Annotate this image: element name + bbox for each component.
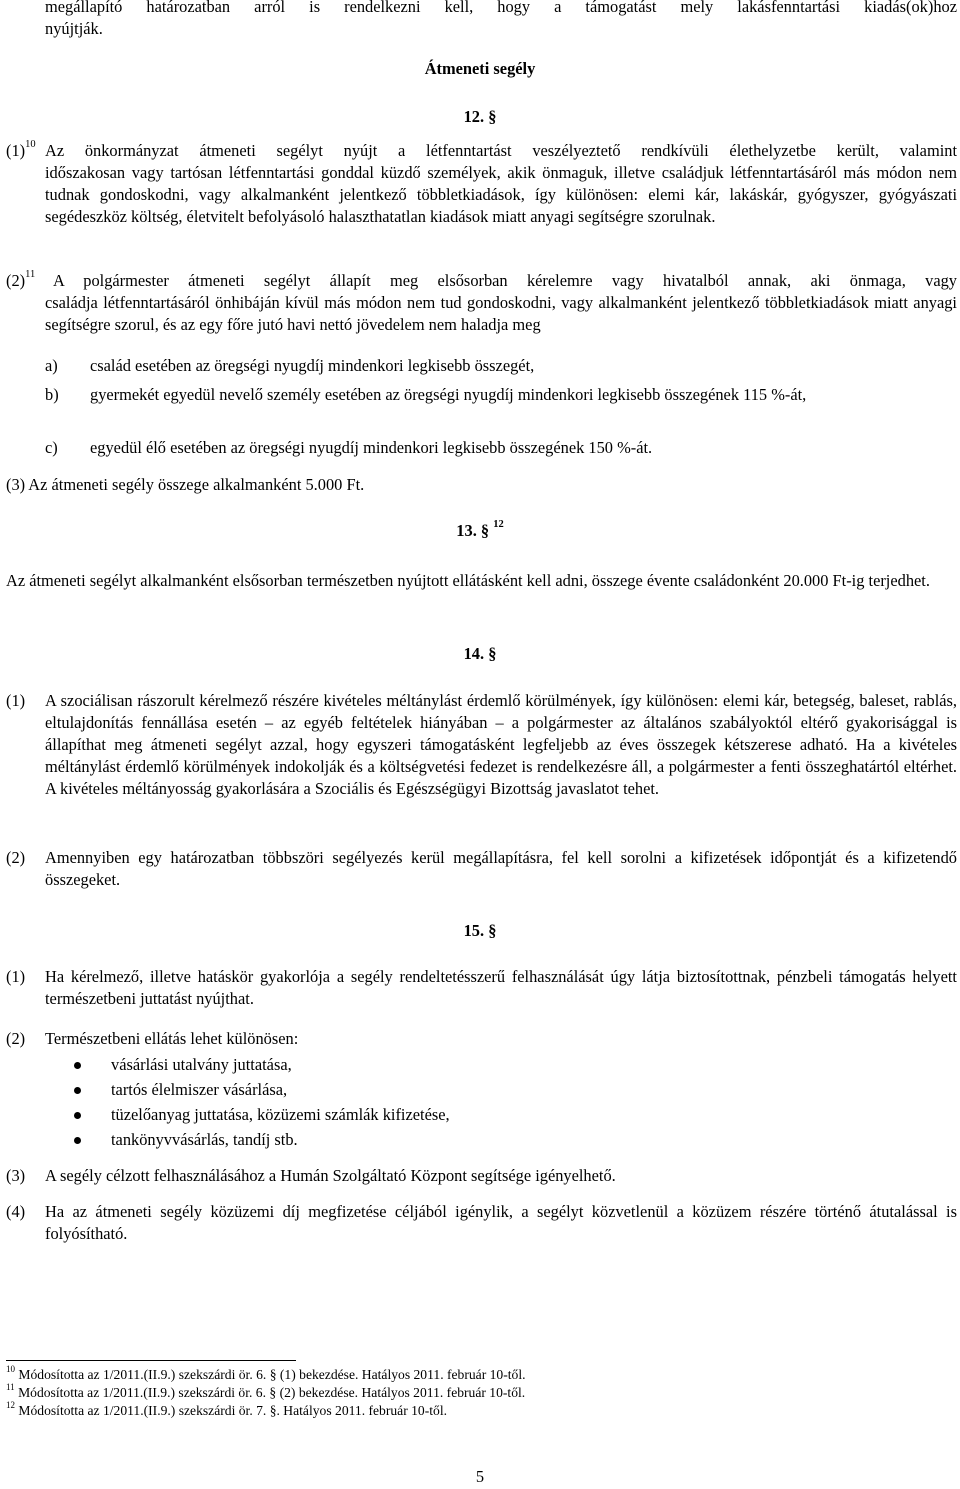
s12-paragraph-3: (3) Az átmeneti segély összege alkalmanként 5.000 Ft. <box>6 475 365 494</box>
section-13-title: 13. § $^{12}$ <box>456 519 504 540</box>
s14-paragraph-2 <box>6 847 957 897</box>
s15-paragraph-1 <box>6 966 957 1012</box>
footnote-ref-10[interactable]: 10 <box>25 139 36 150</box>
item-label: b) <box>45 385 59 404</box>
page-number: 5 <box>475 1467 485 1486</box>
s14-p2-text: Amennyiben egy határozatban többszöri segélyezés kerül megállapításra, fel kell sorolni a kifizetések időpontját és a kifizetendő összegeket. <box>45 848 957 889</box>
item-text: gyermekét egyedül nevelő személy esetében az öregségi nyugdíj mindenkori legkisebb összegének 115 %-át, <box>90 385 807 404</box>
s15-p4-text: Ha az átmeneti segély közüzemi díj megfizetése céljából igénylik, a segélyt közvetlenül a közüzem részére történő átutalással is folyósítható. <box>45 1202 957 1243</box>
bullet-icon <box>74 1112 81 1119</box>
s15-p3-text: A segély célzott felhasználásához a Humán Szolgáltató Központ segítsége igényelhető. <box>45 1166 616 1185</box>
s12-paragraph-2 <box>6 270 957 350</box>
s12-p1-number: $(1)^{10}$ <box>6 139 36 160</box>
s15-paragraph-3 <box>6 1165 957 1187</box>
item-label: c) <box>45 438 58 457</box>
s14-p1-number: (1) <box>6 691 26 710</box>
s14-p2-number: (2) <box>6 848 26 867</box>
section-15-title: 15. § <box>463 921 497 940</box>
intro-line-1: megállapító határozatban arról is rendelkezni kell, hogy a támogatást mely lakásfenntartási kiadás(ok)hoz <box>45 0 957 16</box>
s12-item-c <box>45 437 957 459</box>
s14-p1-text: A szociálisan rászorult kérelmező részére kivételes méltánylást érdemlő körülmények, így különösen: elemi kár, betegség, baleset, rablás, eltulajdonítás fennállása esetén – az egyéb feltételek hiányában – a polgármester az általános szabályoktól eltérő gyakorisággal is állapíthat meg átmeneti segélyt azzal, hogy egyszeri támogatásként legfeljebb az éves összegek kétszerese adható. Ha a kivételes méltánylást érdemlő körülmények indokolják és a költségvetési fedezet is rendelkezésre áll, a polgármester a fenti összeghatártól eltérhet. A kivételes méltányosság gyakorlására a Szociális és Egészségügyi Bizottság javaslatot tehet. <box>45 691 957 798</box>
s14-paragraph-1 <box>6 690 957 830</box>
s12-p2-line-1: A polgármester átmeneti segélyt állapít meg elsősorban kérelemre vagy hivatalból annak, aki önmaga, vagy <box>53 271 957 290</box>
s12-paragraph-1 <box>6 140 957 250</box>
s12-p2-text: családja létfenntartásáról önhibáján kívül más módon nem tud gondoskodni, vagy alkalmanként jelentkező többletkiadások miatt anyagi segítségre szorul, és az egy főre jutó havi nettó jövedelem nem haladja meg <box>45 293 957 334</box>
footnote-11: $^{11}$ Módosította az 1/2011.(II.9.) szekszárdi ör. 6. § (2) bekezdése. Hatályos 2011. február 10-től. <box>6 1382 526 1400</box>
s12-p1-line-1: Az önkormányzat átmeneti segélyt nyújt a létfenntartást veszélyeztető rendkívüli élethelyzetbe került, valamint <box>45 141 957 160</box>
s15-p4-number: (4) <box>6 1202 26 1221</box>
s15-paragraph-4 <box>6 1201 957 1247</box>
s13-paragraph: Az átmeneti segélyt alkalmanként elsősorban természetben nyújtott ellátásként kell adni, összege évente családonként 20.000 Ft-ig terjedhet. <box>6 571 930 590</box>
item-text: család esetében az öregségi nyugdíj mindenkori legkisebb összegét, <box>90 356 535 375</box>
bullet-icon <box>74 1062 81 1069</box>
section-heading: Átmeneti segély <box>424 59 536 78</box>
s12-item-a <box>45 355 957 377</box>
footnote-12: $^{12}$ Módosította az 1/2011.(II.9.) szekszárdi ör. 7. §. Hatályos 2011. február 10-től. <box>6 1400 448 1418</box>
document-page: megállapító határozatban arról is rendelkezni kell, hogy a támogatást mely lakásfenntartási kiadás(ok)hoz nyújtják. Átmeneti segély 12. § $(1)^{10}$ Az önkormányzat átmeneti segélyt nyújt a létfenntartást veszélyeztető rendkívüli élethelyzetbe került, valamint időszakosan vagy tartósan létfenntartási gonddal küzdő személyek, akik önmaguk, illetve családjuk létfenntartásáról más módon nem tudnak gondoskodni, vagy alkalmanként jelentkező többletkiadások, így különösen: elemi kár, lakáskár, gyógyszer, gyógyászati segédeszköz költség, életvitelt befolyásoló halaszthatatlan kiadások miatt anyagi segítségre szorulnak. $(2)^{11}$ A polgármester átmeneti segélyt állapít meg elsősorban kérelemre vagy hivatalból annak, aki önmaga, vagy családja létfenntartásáról önhibáján kívül más módon nem tud gondoskodni, vagy alkalmanként jelentkező többletkiadások miatt anyagi segítségre szorul, és az egy főre jutó havi nettó jövedelem nem haladja meg a) család esetében az öregségi nyugdíj mindenkori legkisebb összegét, b) gyermekét egyedül nevelő személy esetében az öregségi nyugdíj mindenkori legkisebb összegének 115 %-át, c) egyedül élő esetében az öregségi nyugdíj mindenkori legkisebb összegének 150 %-át. (3) Az átmeneti segély összege alkalmanként 5.000 Ft. 13. § $^{12}$ Az átmeneti segélyt alkalmanként elsősorban természetben nyújtott ellátásként kell adni, összege évente családonként 20.000 Ft-ig terjedhet. 14. § (1) A szociálisan rászorult kérelmező részére kivételes méltánylást érdemlő körülmények, így különösen: elemi kár, betegség, baleset, rablás, eltulajdonítás fennállása esetén – az egyéb feltételek hiányában – a polgármester az általános szabályoktól eltérő gyakorisággal is állapíthat meg átmeneti segélyt azzal, hogy egyszeri támogatásként legfeljebb az éves összegek kétszerese adható. Ha a kivételes méltánylást érdemlő körülmények indokolják és a költségvetési fedezet is rendelkezésre áll, a polgármester a fenti összeghatártól eltérhet. A kivételes méltányosság gyakorlására a Szociális és Egészségügyi Bizottság javaslatot tehet. (2) Amennyiben egy határozatban többszöri segélyezés kerül megállapításra, fel kell sorolni a kifizetések időpontját és a kifizetendő összegeket. 15. § (1) Ha kérelmező, illetve hatáskör gyakorlója a segély rendeltetésszerű felhasználását úgy látja biztosítottnak, pénzbeli támogatás helyett természetbeni juttatást nyújthat. (2) Természetbeni ellátás lehet különösen: vásárlási utalvány juttatása, tartós élelmiszer vásárlása, tüzelőanyag juttatása, közüzemi számlák kifizetése, tankönyvvásárlás, tandíj stb. (3) A segély célzott felhasználásához a Humán Szolgáltató Központ segítsége igényelhető. (4) Ha az átmeneti segély közüzemi díj megfizetése céljából igénylik, a segélyt közvetlenül a közüzem részére történő átutalással is folyósítható. $^{10}$ Módosította az 1/2011.(II.9.) szekszárdi ör. 6. § (1) bekezdése. Hatályos 2011. február 10-től. $^{11}$ Módosította az 1/2011.(II.9.) szekszárdi ör. 6. § (2) bekezdése. Hatályos 2011. február 10-től. $^{12}$ Módosította az 1/2011.(II.9.) szekszárdi ör. 7. §. Hatályos 2011. február 10-től. 5 <box>0 0 960 1489</box>
footnote-separator <box>6 1360 296 1361</box>
s15-p2-number: (2) <box>6 1029 26 1048</box>
footnote-10: $^{10}$ Módosította az 1/2011.(II.9.) szekszárdi ör. 6. § (1) bekezdése. Hatályos 2011. február 10-től. <box>6 1364 526 1382</box>
s15-p1-number: (1) <box>6 967 26 986</box>
s12-p2-number: $(2)^{11}$ <box>6 269 36 290</box>
item-text: egyedül élő esetében az öregségi nyugdíj mindenkori legkisebb összegének 150 %-át. <box>90 438 653 457</box>
section-12-title: 12. § <box>463 107 497 126</box>
footnote-ref-12[interactable]: 12 <box>493 519 504 530</box>
s15-p2-text: Természetbeni ellátás lehet különösen: <box>45 1029 299 1048</box>
s15-p1-text: Ha kérelmező, illetve hatáskör gyakorlója a segély rendeltetésszerű felhasználását úgy látja biztosítottnak, pénzbeli támogatás helyett természetbeni juttatást nyújthat. <box>45 967 957 1008</box>
s15-p3-number: (3) <box>6 1166 26 1185</box>
intro-line-2: nyújtják. <box>45 19 103 38</box>
item-label: a) <box>45 356 58 375</box>
bullet-icon <box>74 1087 81 1094</box>
s12-p1-text: időszakosan vagy tartósan létfenntartási gonddal küzdő személyek, akik önmaguk, illetve családjuk létfenntartásáról más módon nem tudnak gondoskodni, vagy alkalmanként jelentkező többletkiadások, így különösen: elemi kár, lakáskár, gyógyszer, gyógyászati segédeszköz költség, életvitelt befolyásoló halaszthatatlan kiadások miatt anyagi segítségre szorulnak. <box>45 163 957 226</box>
s12-item-b <box>45 384 957 428</box>
footnote-ref-11[interactable]: 11 <box>25 269 36 280</box>
section-14-title: 14. § <box>463 644 497 663</box>
s15-paragraph-2 <box>6 1028 957 1050</box>
bullet-icon <box>74 1137 81 1144</box>
